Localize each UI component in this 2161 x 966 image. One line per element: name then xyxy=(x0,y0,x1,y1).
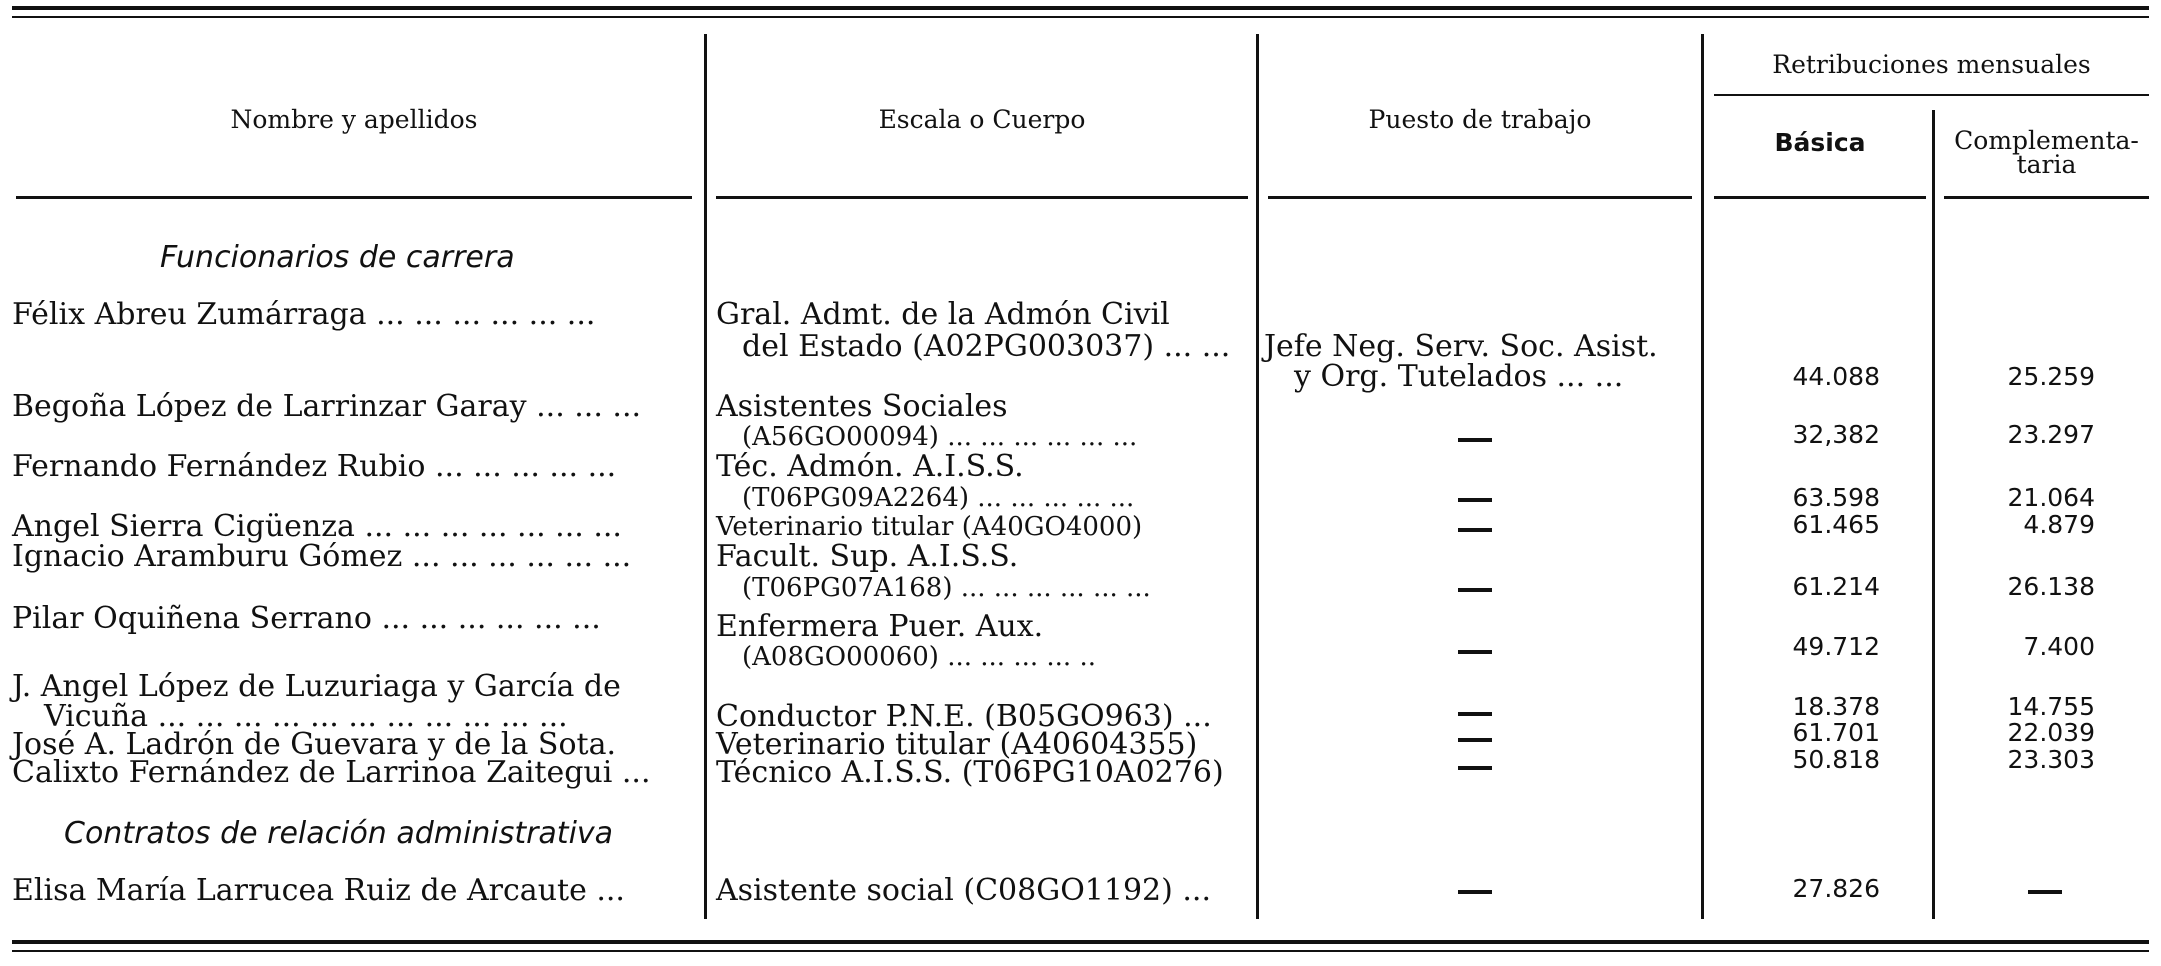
row-puesto-dash xyxy=(1458,738,1492,742)
row-escala: Veterinario titular (A40604355) xyxy=(716,727,1198,762)
row-basica: 50.818 xyxy=(1792,745,1880,774)
row-basica: 44.088 xyxy=(1792,362,1880,391)
row-name: Pilar Oquiñena Serrano ... ... ... ... ... ... xyxy=(12,601,601,636)
header-escala: Escala o Cuerpo xyxy=(878,105,1086,134)
header-underline-basica xyxy=(1714,196,1926,199)
row-escala: Enfermera Puer. Aux. xyxy=(716,609,1044,644)
header-puesto: Puesto de trabajo xyxy=(1368,105,1592,134)
row-complementaria: 4.879 xyxy=(2023,510,2095,539)
row-escala: Técnico A.I.S.S. (T06PG10A0276) xyxy=(716,755,1224,790)
row-basica: 61.214 xyxy=(1792,572,1880,601)
row-escala: Gral. Admt. de la Admón Civil xyxy=(716,297,1170,332)
header-name: Nombre y apellidos xyxy=(230,105,478,134)
row-puesto-dash xyxy=(1458,498,1492,502)
header-complementaria-2: taria xyxy=(2016,150,2077,179)
row-puesto: Jefe Neg. Serv. Soc. Asist. xyxy=(1264,329,1658,364)
row-complementaria: 23.297 xyxy=(2007,420,2095,449)
header-retribuciones: Retribuciones mensuales xyxy=(1772,50,2091,79)
row-escala: (A56GO00094) ... ... ... ... ... ... xyxy=(742,422,1138,452)
row-basica: 32,382 xyxy=(1792,420,1880,449)
divider-basica-complementaria xyxy=(1932,110,1935,919)
row-escala: (A08GO00060) ... ... ... ... .. xyxy=(742,642,1096,672)
row-puesto: y Org. Tutelados ... ... xyxy=(1294,359,1624,394)
row-name: José A. Ladrón de Guevara y de la Sota. xyxy=(12,727,616,762)
row-basica: 18.378 xyxy=(1792,692,1880,721)
header-complementaria-1: Complementa- xyxy=(1954,126,2139,155)
row-puesto-dash xyxy=(1458,528,1492,532)
section-contratos: Contratos de relación administrativa xyxy=(64,816,614,851)
contract-escala: Asistente social (C08GO1192) ... xyxy=(716,873,1211,908)
divider-puesto-retrib xyxy=(1701,34,1704,919)
row-escala: Téc. Admón. A.I.S.S. xyxy=(716,449,1024,484)
row-escala: Asistentes Sociales xyxy=(716,389,1008,424)
row-complementaria: 21.064 xyxy=(2007,483,2095,512)
row-complementaria: 7.400 xyxy=(2023,632,2095,661)
header-underline-retrib xyxy=(1714,94,2149,96)
row-name: Fernando Fernández Rubio ... ... ... ... ... xyxy=(12,449,617,484)
top-rule-thin xyxy=(12,16,2149,18)
header-underline-name xyxy=(16,196,692,199)
row-complementaria: 14.755 xyxy=(2007,692,2095,721)
row-name: J. Angel López de Luzuriaga y García de xyxy=(12,669,621,704)
row-basica: 61.701 xyxy=(1792,718,1880,747)
row-puesto-dash xyxy=(1458,766,1492,770)
row-complementaria: 22.039 xyxy=(2007,718,2095,747)
divider-escala-puesto xyxy=(1256,34,1259,919)
contract-puesto-dash xyxy=(1458,890,1492,894)
row-name: Félix Abreu Zumárraga ... ... ... ... ... ... xyxy=(12,297,596,332)
row-escala: (T06PG09A2264) ... ... ... ... ... xyxy=(742,483,1135,513)
row-puesto-dash xyxy=(1458,712,1492,716)
row-puesto-dash xyxy=(1458,650,1492,654)
row-complementaria: 25.259 xyxy=(2007,362,2095,391)
row-name: Begoña López de Larrinzar Garay ... ... ... xyxy=(12,389,642,424)
row-name: Ignacio Aramburu Gómez ... ... ... ... ... ... xyxy=(12,539,632,574)
row-name: Vicuña ... ... ... ... ... ... ... ... ... ... ... xyxy=(44,699,568,734)
header-underline-puesto xyxy=(1268,196,1692,199)
row-puesto-dash xyxy=(1458,438,1492,442)
row-escala: Facult. Sup. A.I.S.S. xyxy=(716,539,1019,574)
bottom-rule-thin xyxy=(12,950,2149,952)
row-name: Calixto Fernández de Larrinoa Zaitegui ... xyxy=(12,755,651,790)
section-funcionarios: Funcionarios de carrera xyxy=(160,240,515,275)
row-complementaria: 23.303 xyxy=(2007,745,2095,774)
header-underline-escala xyxy=(716,196,1248,199)
header-basica: Básica xyxy=(1774,128,1866,157)
row-escala: del Estado (A02PG003037) ... ... xyxy=(742,329,1231,364)
row-name: Angel Sierra Cigüenza ... ... ... ... ... ... ... xyxy=(12,509,622,544)
contract-name: Elisa María Larrucea Ruiz de Arcaute ... xyxy=(12,873,625,908)
row-basica: 63.598 xyxy=(1792,483,1880,512)
divider-name-escala xyxy=(704,34,707,919)
contract-basica: 27.826 xyxy=(1792,874,1880,903)
header-underline-complementaria xyxy=(1944,196,2149,199)
bottom-rule-thick xyxy=(12,940,2149,944)
row-basica: 49.712 xyxy=(1792,632,1880,661)
top-rule-thick xyxy=(12,6,2149,10)
row-complementaria: 26.138 xyxy=(2007,572,2095,601)
row-escala: Veterinario titular (A40GO4000) xyxy=(716,512,1143,542)
contract-complementaria-dash xyxy=(2028,890,2062,894)
row-puesto-dash xyxy=(1458,588,1492,592)
row-escala: Conductor P.N.E. (B05GO963) ... xyxy=(716,699,1212,734)
row-escala: (T06PG07A168) ... ... ... ... ... ... xyxy=(742,573,1151,603)
row-basica: 61.465 xyxy=(1792,510,1880,539)
